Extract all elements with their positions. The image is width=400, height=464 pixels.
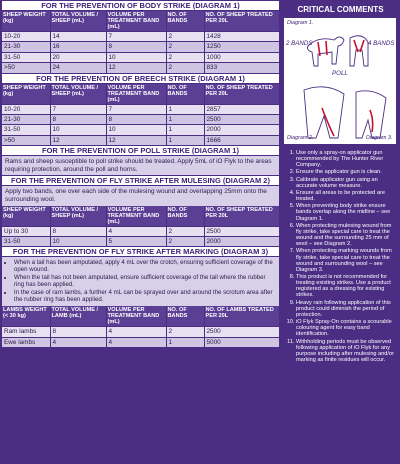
- table-header-row: [2, 306, 279, 327]
- col-header: TOTAL VOLUME / SHEEP (mL): [50, 84, 106, 105]
- col-header: VOLUME PER TREATMENT BAND (mL): [106, 306, 166, 327]
- col-header: NO. OF SHEEP TREATED PER 20L: [204, 11, 279, 32]
- mulesing-text: Apply two bands, one over each side of the mulesing wound and overlapping 25mm onto the surrounding wool.: [2, 186, 279, 205]
- table-cell: 21-30: [2, 42, 50, 52]
- table-cell: 14: [50, 32, 106, 42]
- table-cell: 2500: [204, 327, 279, 337]
- col-header: TOTAL VOLUME / LAMB (mL): [50, 306, 106, 327]
- list-item: • When a tail has been amputated, apply 4 mL over the crotch, ensuring sufficient coverage of the open wound.: [14, 259, 276, 273]
- list-item: 11. Withholding periods must be observed following application of iO Flyk for any purpose including after mulesing and/or marking as finite residues will occur.: [296, 339, 396, 364]
- list-item: 7. When protecting marking wounds from fly strike, take special care to treat the wound and surrounding wool – see Diagram 3.: [296, 248, 396, 273]
- col-header: LAMBS WEIGHT (< 30 kg): [2, 306, 50, 327]
- list-item: • In the case of ram lambs, a further 4 mL can be sprayed over and around the scrotum area after the rubber ring has been applied.: [14, 289, 276, 303]
- table-cell: 31-50: [2, 52, 50, 62]
- table-cell: Up to 30: [2, 226, 50, 236]
- diagram-panel: [284, 18, 396, 144]
- table-cell: 10-20: [2, 104, 50, 114]
- table-row: [2, 52, 279, 62]
- table-cell: 1250: [204, 42, 279, 52]
- table-cell: 2: [166, 63, 204, 73]
- table-cell: 20: [50, 52, 106, 62]
- breech-strike-title: FOR THE PREVENTION OF BREECH STRIKE (DIAGRAM 1): [2, 74, 279, 83]
- col-header: SHEEP WEIGHT (kg): [2, 84, 50, 105]
- table-cell: 2857: [204, 104, 279, 114]
- table-cell: 833: [204, 63, 279, 73]
- table-header-row: [2, 11, 279, 32]
- table-row: [2, 125, 279, 135]
- col-header: NO. OF BANDS: [166, 11, 204, 32]
- table-header-row: [2, 84, 279, 105]
- breech-strike-table: [2, 84, 280, 146]
- list-item: 3. Calibrate applicator gun using an accurate volume measure.: [296, 177, 396, 189]
- table-cell: 1: [166, 104, 204, 114]
- critical-comments-list: [281, 150, 396, 364]
- table-cell: 5000: [204, 337, 279, 347]
- col-header: TOTAL VOLUME / SHEEP (mL): [50, 11, 106, 32]
- list-item: 10. iO Flyk Spray-On contains a scourable colouring agent for easy band identification.: [296, 319, 396, 337]
- table-row: [2, 32, 279, 42]
- table-cell: 1: [166, 337, 204, 347]
- table-cell: 7: [50, 104, 106, 114]
- table-cell: 12: [106, 63, 166, 73]
- table-cell: 2500: [204, 226, 279, 236]
- table-cell: 2: [166, 52, 204, 62]
- table-cell: 8: [50, 226, 106, 236]
- table-cell: 4: [50, 337, 106, 347]
- col-header: NO. OF LAMBS TREATED PER 20L: [204, 306, 279, 327]
- table-cell: 12: [106, 135, 166, 145]
- table-cell: >50: [2, 135, 50, 145]
- table-header-row: [2, 206, 279, 227]
- list-item: 2. Ensure the applicator gun is clean.: [296, 169, 396, 175]
- table-row: [2, 135, 279, 145]
- col-header: VOLUME PER TREATMENT BAND (mL): [106, 84, 166, 105]
- table-cell: 10: [50, 125, 106, 135]
- col-header: TOTAL VOLUME / SHEEP (mL): [50, 206, 106, 227]
- table-cell: 7: [106, 104, 166, 114]
- table-cell: 8: [106, 42, 166, 52]
- diagram-1-label: Diagram 1.: [287, 20, 314, 26]
- table-cell: 1428: [204, 32, 279, 42]
- body-strike-title: FOR THE PREVENTION OF BODY STRIKE (DIAGRAM 1): [2, 1, 279, 10]
- marking-bullets: [2, 257, 279, 306]
- table-cell: Ram lambs: [2, 327, 50, 337]
- list-item: 4. Ensure all areas to be protected are treated.: [296, 190, 396, 202]
- table-cell: 8: [106, 115, 166, 125]
- list-item: 9. Heavy rain following application of this product could diminish the period of protection.: [296, 300, 396, 318]
- list-item: 5. When preventing body strike ensure bands overlap along the midline – see Diagram 1.: [296, 203, 396, 221]
- list-item: • When the tail has not been amputated, ensure sufficient coverage of the tail where the rubber ring has been applied.: [14, 274, 276, 288]
- table-cell: 31-50: [2, 237, 50, 247]
- table-cell: >50: [2, 63, 50, 73]
- diagram-3-label: Diagram 3.: [366, 135, 393, 141]
- col-header: SHEEP WEIGHT (kg): [2, 206, 50, 227]
- list-item: 1. Use only a spray-on applicator gun recommended by The Hunter River Company.: [296, 150, 396, 168]
- table-cell: 1: [166, 115, 204, 125]
- table-cell: 2: [166, 237, 204, 247]
- table-cell: 1: [166, 135, 204, 145]
- table-cell: 2: [166, 327, 204, 337]
- marking-table: [2, 306, 280, 347]
- table-row: [2, 337, 279, 347]
- sheep-diagrams: [284, 18, 396, 144]
- table-row: [2, 42, 279, 52]
- col-header: NO. OF BANDS: [166, 306, 204, 327]
- table-cell: 10: [106, 125, 166, 135]
- table-cell: Ewe lambs: [2, 337, 50, 347]
- table-cell: 1666: [204, 135, 279, 145]
- poll-strike-text: Rams and sheep susceptible to poll strike should be treated. Apply 5mL of iO Flyk to the areas requiring protection, around the poll and horns.: [2, 156, 279, 175]
- diagram-2-label: Diagram 2.: [287, 135, 314, 141]
- table-cell: 16: [50, 42, 106, 52]
- four-bands-label: 4 BANDS: [368, 40, 395, 47]
- table-cell: 5: [106, 237, 166, 247]
- critical-comments-title: CRITICAL COMMENTS: [297, 5, 384, 14]
- col-header: SHEEP WEIGHT (kg): [2, 11, 50, 32]
- poll-strike-title: FOR THE PREVENTION OF POLL STRIKE (DIAGRAM 1): [2, 146, 279, 155]
- critical-comments-column: [281, 0, 400, 464]
- table-row: [2, 63, 279, 73]
- col-header: VOLUME PER TREATMENT BAND (mL): [106, 206, 166, 227]
- mulesing-table: [2, 206, 280, 247]
- col-header: NO. OF SHEEP TREATED PER 20L: [204, 84, 279, 105]
- body-strike-table: [2, 11, 280, 73]
- table-cell: 8: [50, 327, 106, 337]
- col-header: NO. OF BANDS: [166, 206, 204, 227]
- list-item: 6. When protecting mulesing wound from fly strike, take special care to treat the wound and the surrounding 25 mm of wool – see Diagram 2.: [296, 223, 396, 248]
- mulesing-title: FOR THE PREVENTION OF FLY STRIKE AFTER MULESING (DIAGRAM 2): [2, 176, 279, 185]
- table-cell: 10: [50, 237, 106, 247]
- list-item: 8. This product is not recommended for treating existing strikes. Use a product registered as a dressing for existing strikes.: [296, 274, 396, 299]
- sheep-back-icon: [350, 36, 368, 66]
- table-cell: 1: [166, 125, 204, 135]
- table-cell: 7: [106, 32, 166, 42]
- treatment-bands: [318, 40, 373, 136]
- table-cell: 1000: [204, 52, 279, 62]
- table-cell: 31-50: [2, 125, 50, 135]
- table-cell: 2: [166, 226, 204, 236]
- table-cell: 2500: [204, 115, 279, 125]
- table-row: [2, 104, 279, 114]
- table-cell: 24: [50, 63, 106, 73]
- table-cell: 10-20: [2, 32, 50, 42]
- table-cell: 4: [106, 337, 166, 347]
- marking-title: FOR THE PREVENTION OF FLY STRIKE AFTER MARKING (DIAGRAM 3): [2, 247, 279, 256]
- table-row: [2, 327, 279, 337]
- table-cell: 10: [106, 52, 166, 62]
- table-cell: 4: [106, 327, 166, 337]
- col-header: NO. OF BANDS: [166, 84, 204, 105]
- table-cell: 2: [166, 42, 204, 52]
- table-row: [2, 115, 279, 125]
- table-row: [2, 237, 279, 247]
- table-cell: 2: [166, 32, 204, 42]
- table-row: [2, 226, 279, 236]
- two-bands-label: 2 BANDS: [286, 40, 313, 47]
- table-cell: 2000: [204, 237, 279, 247]
- col-header: VOLUME PER TREATMENT BAND (mL): [106, 11, 166, 32]
- poll-label: POLL: [332, 70, 348, 77]
- table-cell: 4: [106, 226, 166, 236]
- col-header: NO. OF SHEEP TREATED PER 20L: [204, 206, 279, 227]
- table-cell: 2000: [204, 125, 279, 135]
- table-cell: 12: [50, 135, 106, 145]
- table-cell: 21-30: [2, 115, 50, 125]
- table-cell: 8: [50, 115, 106, 125]
